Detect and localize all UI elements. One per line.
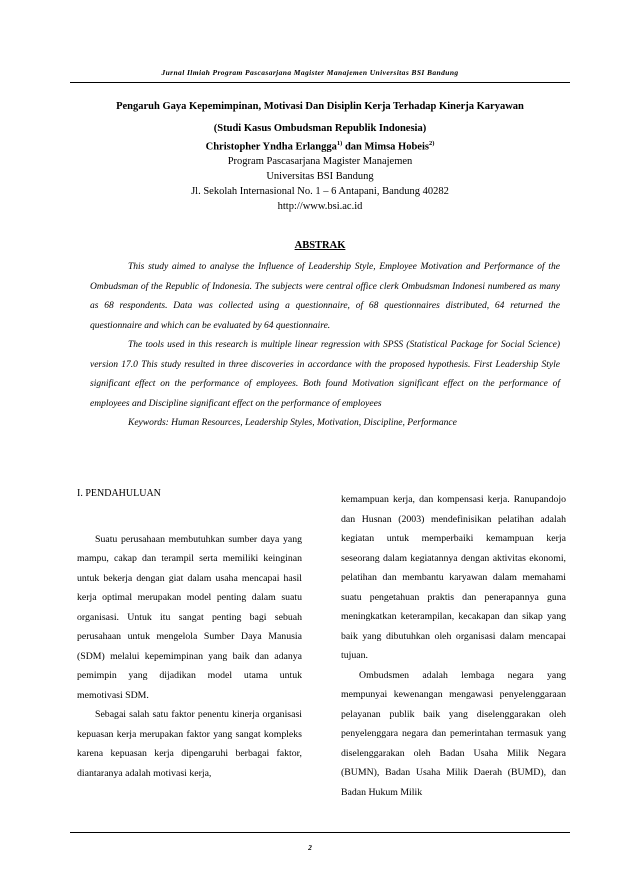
abstract-heading: ABSTRAK — [294, 240, 346, 251]
body-paragraph: kemampuan kerja, dan kompensasi kerja. Ranupandojo dan Husnan (2003) mendefinisikan pelatihan adalah kegiatan untuk memperbaiki kemampuan kerja seseorang dalam kegiatannya dengan aktivitas ekonomi, pelatihan dan membantu karyawan dalam memahami suatu pengetahuan praktis dan penerapannya guna meningkatkan keterampilan, kecakapan dan sikap yang baik yang dibutuhkan oleh organisasi dalam mencapai tujuan. — [341, 494, 566, 661]
paper-subtitle: (Studi Kasus Ombudsman Republik Indonesia) — [213, 123, 427, 134]
abstract-paragraph: The tools used in this research is multiple linear regression with SPSS (Statistical Package for Social Science) version 17.0 This study resulted in three discoveries in accordance with the proposed hypothesis. First Leadership Style significant effect on the performance of employees. Both found Motivation significant effect on the performance of employees and Discipline significant effect on the performance of employees — [90, 340, 560, 409]
body-paragraph: Suatu perusahaan membutuhkan sumber daya yang mampu, cakap dan terampil serta memiliki keinginan untuk bekerja dengan giat dalam usaha mencapai hasil kerja optimal merupakan model penting dalam suatu organisasi. Untuk itu sangat penting bagi sebuah perusahaan untuk mengelola Sumber Daya Manusia (SDM) melalui kepemimpinan yang baik dan adanya pemimpin yang dijadikan model utama untuk memotivasi SDM. — [77, 533, 302, 701]
body-paragraph: Sebagai salah satu faktor penentu kinerja organisasi kepuasan kerja merupakan faktor yang sangat kompleks karena kepuasan kerja dipengaruhi berbagai faktor, diantaranya adalah motivasi kerja, — [77, 709, 302, 779]
body-paragraph: Ombudsmen adalah lembaga negara yang mempunyai kewenangan mengawasi penyelenggaraan pelayanan publik baik yang diselenggarakan oleh penyelenggara negara dan pemerintahan termasuk yang diselenggarakan oleh Badan Usaha Milik Negara (BUMN), Badan Usaha Milik Daerah (BUMD), dan Badan Hukum Milik — [341, 669, 566, 798]
section-heading: I. PENDAHULUAN — [77, 488, 161, 499]
abstract — [90, 258, 560, 434]
abstract-paragraph: This study aimed to analyse the Influence of Leadership Style, Employee Motivation and Performance of the Ombudsman of the Republic of Indonesia. The subjects were central office clerk Ombudsman Indonesi numbered as many as 68 respondents. Data was collected using a questionnaire, of 68 questionnaires distributed, 64 returned the questionnaire and which can be evaluated by 64 questionnaire. — [90, 262, 560, 331]
left-column — [77, 484, 302, 783]
author-1: Christopher Yndha Erlangga — [205, 141, 337, 153]
author-2-marker: 2) — [428, 140, 435, 147]
authors — [60, 140, 580, 153]
running-head: Jurnal Ilmiah Program Pascasarjana Magister Manajemen Universitas BSI Bandung — [161, 68, 459, 77]
affiliation-university: Universitas BSI Bandung — [266, 171, 374, 182]
author-1-marker: 1) — [336, 140, 343, 147]
author-separator: dan Mimsa Hobeis — [342, 141, 429, 153]
affiliation-address: Jl. Sekolah Internasional No. 1 – 6 Antapani, Bandung 40282 — [191, 186, 449, 197]
right-column — [341, 490, 566, 802]
page-number: 2 — [308, 843, 312, 852]
paper-title: Pengaruh Gaya Kepemimpinan, Motivasi Dan Disiplin Kerja Terhadap Kinerja Karyawan — [116, 101, 524, 112]
affiliation-website: http://www.bsi.ac.id — [277, 201, 363, 212]
header-rule — [70, 82, 570, 83]
footer-rule — [70, 832, 570, 833]
keywords: Keywords: Human Resources, Leadership Styles, Motivation, Discipline, Performance — [128, 418, 457, 428]
affiliation-program: Program Pascasarjana Magister Manajemen — [227, 156, 413, 167]
